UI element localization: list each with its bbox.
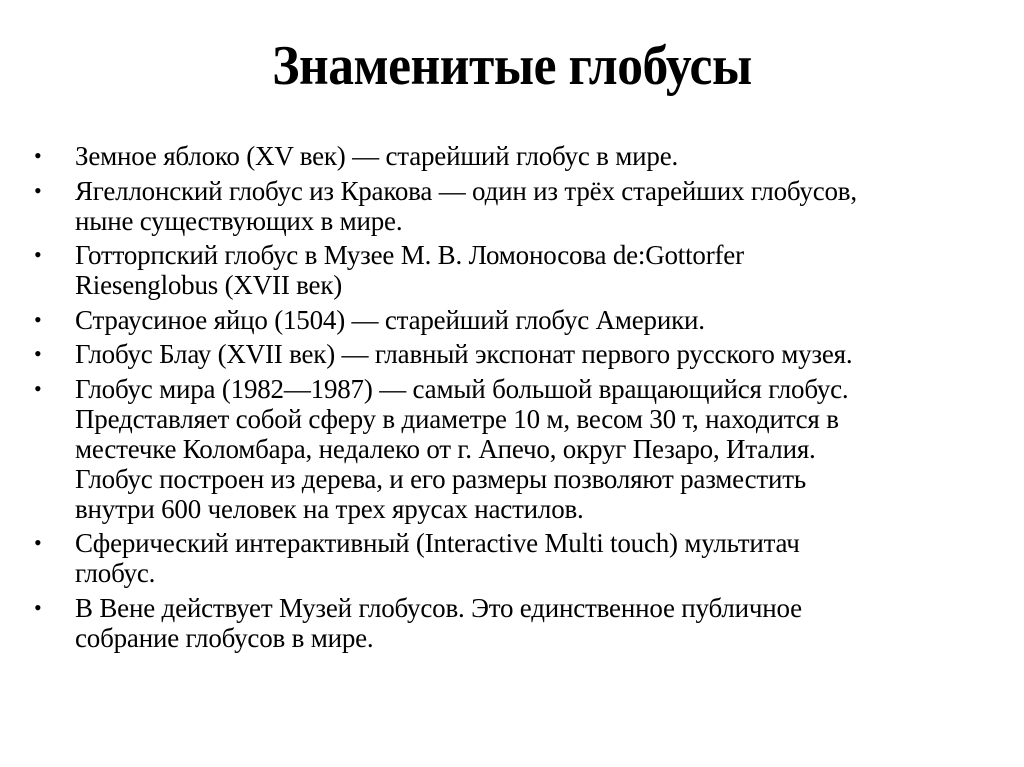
bullet-icon: • bbox=[34, 594, 42, 620]
bullet-text-line: Готторпский глобус в Музее М. В. Ломоносова de:Gottorfer bbox=[75, 240, 744, 270]
bullet-text-line: Riesenglobus (XVII век) bbox=[75, 270, 343, 300]
bullet-text-line: Ягеллонский глобус из Кракова — один из трёх старейших глобусов, bbox=[75, 175, 857, 206]
bullet-icon: • bbox=[34, 177, 42, 203]
bullet-text-line: Глобус мира (1982—1987) — самый большой вращающийся глобус. bbox=[75, 373, 849, 404]
bullet-icon: • bbox=[34, 530, 42, 555]
bullet-text-line: глобус. bbox=[75, 558, 156, 588]
bullet-item bbox=[34, 593, 1009, 653]
bullet-text-line: Земное яблоко (XV век) — старейший глобус в мире. bbox=[75, 141, 679, 171]
bullet-icon: • bbox=[34, 341, 42, 366]
bullet-text-line: В Вене действует Музей глобусов. Это единственное публичное bbox=[75, 592, 802, 623]
bullet-item bbox=[34, 305, 1009, 335]
bullet-text-line: Сферический интерактивный (Interactive Multi touch) мультитач bbox=[75, 528, 800, 558]
bullet-item bbox=[34, 374, 1009, 524]
bullet-text-line: Страусиное яйцо (1504) — старейший глобус Америки. bbox=[75, 304, 705, 335]
bullet-icon: • bbox=[34, 242, 42, 267]
bullet-item bbox=[34, 240, 1009, 300]
bullet-item bbox=[34, 141, 1009, 171]
bullet-text-line: местечке Коломбара, недалеко от г. Апечо, округ Пезаро, Италия. bbox=[75, 433, 816, 464]
bullet-text-line: ныне существующих в мире. bbox=[75, 205, 403, 236]
bullet-item bbox=[34, 339, 1009, 369]
bullet-text-line: Представляет собой сферу в диаметре 10 м, весом 30 т, находится в bbox=[75, 403, 839, 434]
bullet-item bbox=[34, 528, 1009, 588]
bullet-text-line: Глобус Блау (XVII век) — главный экспонат первого русского музея. bbox=[75, 339, 853, 369]
bullet-text-line: собрание глобусов в мире. bbox=[75, 622, 374, 653]
bullet-icon: • bbox=[34, 143, 42, 168]
bullet-list bbox=[34, 141, 1009, 657]
bullet-icon: • bbox=[34, 306, 42, 332]
bullet-item bbox=[34, 176, 1009, 236]
bullet-icon: • bbox=[34, 375, 42, 401]
slide-title: Знаменитые глобусы bbox=[272, 35, 752, 97]
bullet-text-line: внутри 600 человек на трех ярусах настилов. bbox=[75, 493, 584, 524]
bullet-text-line: Глобус построен из дерева, и его размеры позволяют разместить bbox=[75, 463, 806, 494]
